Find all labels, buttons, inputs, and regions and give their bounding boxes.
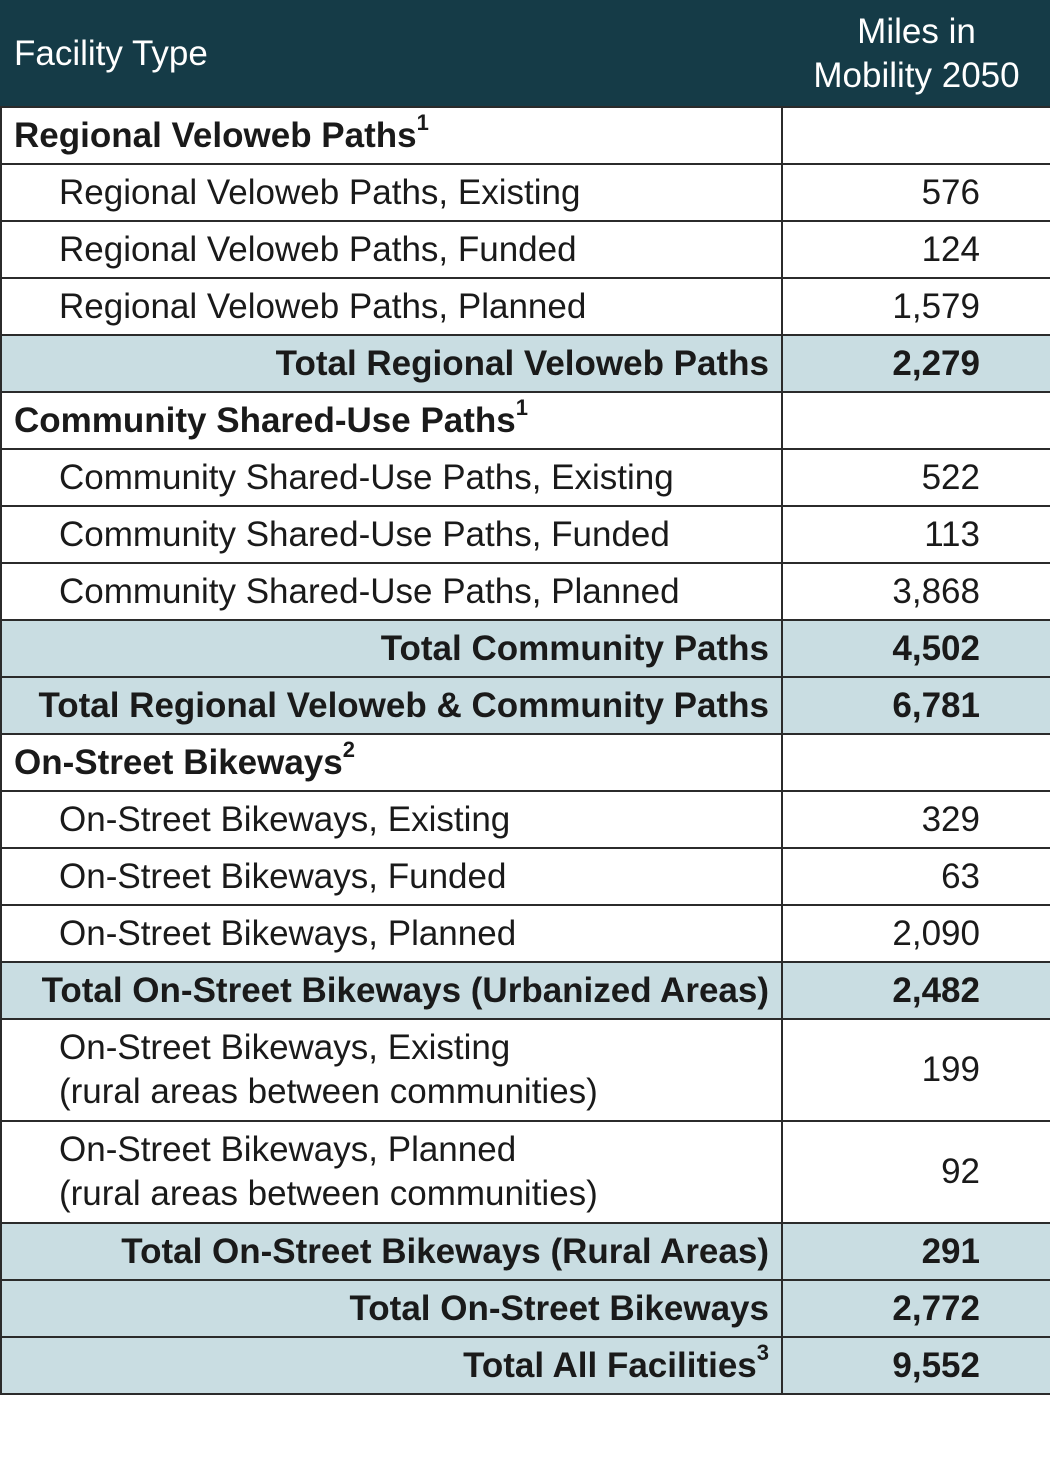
total-label: Total Community Paths (1, 620, 782, 677)
table-row (1, 1121, 1050, 1223)
total-value: 291 (782, 1223, 1050, 1280)
total-label: Total On-Street Bikeways (Rural Areas) (1, 1223, 782, 1280)
row-label: On-Street Bikeways (14, 742, 343, 782)
row-label: On-Street Bikeways, Existing (1, 791, 782, 848)
row-label: Regional Veloweb Paths, Planned (1, 278, 782, 335)
table-row (1, 164, 1050, 221)
total-label: Total On-Street Bikeways (Urbanized Areas) (1, 962, 782, 1019)
row-label-line2: (rural areas between communities) (59, 1174, 598, 1213)
table-row (1, 848, 1050, 905)
total-row (1, 335, 1050, 392)
total-row (1, 620, 1050, 677)
total-value: 4,502 (782, 620, 1050, 677)
row-value: 522 (782, 449, 1050, 506)
row-value: 2,090 (782, 905, 1050, 962)
row-label: Community Shared-Use Paths (14, 400, 516, 440)
total-value: 6,781 (782, 677, 1050, 734)
row-label: Community Shared-Use Paths, Existing (1, 449, 782, 506)
row-value: 113 (782, 506, 1050, 563)
table-row (1, 107, 1050, 164)
table-row (1, 563, 1050, 620)
row-label: Total All Facilities (463, 1345, 757, 1385)
total-row (1, 962, 1050, 1019)
group-label (1, 734, 782, 791)
table-row (1, 449, 1050, 506)
miles-header-line2: Mobility 2050 (813, 56, 1020, 95)
facility-type-header: Facility Type (1, 1, 782, 107)
row-value: 576 (782, 164, 1050, 221)
table-row (1, 905, 1050, 962)
row-label-line1: On-Street Bikeways, Existing (59, 1028, 511, 1067)
total-row (1, 1337, 1050, 1394)
total-label: Total Regional Veloweb & Community Paths (1, 677, 782, 734)
row-label (1, 1019, 782, 1121)
total-label: Total On-Street Bikeways (1, 1280, 782, 1337)
row-value (782, 392, 1050, 449)
row-value: 329 (782, 791, 1050, 848)
total-label: Total Regional Veloweb Paths (1, 335, 782, 392)
total-row (1, 677, 1050, 734)
row-value: 199 (782, 1019, 1050, 1121)
row-value (782, 734, 1050, 791)
row-value: 1,579 (782, 278, 1050, 335)
total-label (1, 1337, 782, 1394)
total-row (1, 1223, 1050, 1280)
table-row (1, 734, 1050, 791)
total-row (1, 1280, 1050, 1337)
table-header-row (1, 1, 1050, 107)
total-value: 9,552 (782, 1337, 1050, 1394)
footnote-marker: 3 (756, 1339, 769, 1365)
footnote-marker: 1 (515, 394, 529, 420)
row-label: Community Shared-Use Paths, Planned (1, 563, 782, 620)
table-row (1, 278, 1050, 335)
table-body (1, 107, 1050, 1394)
row-label: Community Shared-Use Paths, Funded (1, 506, 782, 563)
total-value: 2,279 (782, 335, 1050, 392)
row-label: On-Street Bikeways, Funded (1, 848, 782, 905)
row-label (1, 1121, 782, 1223)
row-label-line1: On-Street Bikeways, Planned (59, 1130, 517, 1169)
row-label: Regional Veloweb Paths, Existing (1, 164, 782, 221)
row-label-line2: (rural areas between communities) (59, 1072, 598, 1111)
row-label: Regional Veloweb Paths, Funded (1, 221, 782, 278)
row-value: 3,868 (782, 563, 1050, 620)
row-label: Regional Veloweb Paths (14, 115, 417, 155)
group-label (1, 392, 782, 449)
table-row (1, 1019, 1050, 1121)
table-row (1, 221, 1050, 278)
miles-header-line1: Miles in (857, 12, 976, 51)
total-value: 2,482 (782, 962, 1050, 1019)
row-value: 124 (782, 221, 1050, 278)
row-value: 92 (782, 1121, 1050, 1223)
table-row (1, 392, 1050, 449)
group-label (1, 107, 782, 164)
row-value: 63 (782, 848, 1050, 905)
footnote-marker: 1 (416, 109, 429, 135)
table-row (1, 506, 1050, 563)
total-value: 2,772 (782, 1280, 1050, 1337)
table-row (1, 791, 1050, 848)
miles-header (782, 1, 1050, 107)
footnote-marker: 2 (342, 736, 355, 762)
row-value (782, 107, 1050, 164)
row-label: On-Street Bikeways, Planned (1, 905, 782, 962)
